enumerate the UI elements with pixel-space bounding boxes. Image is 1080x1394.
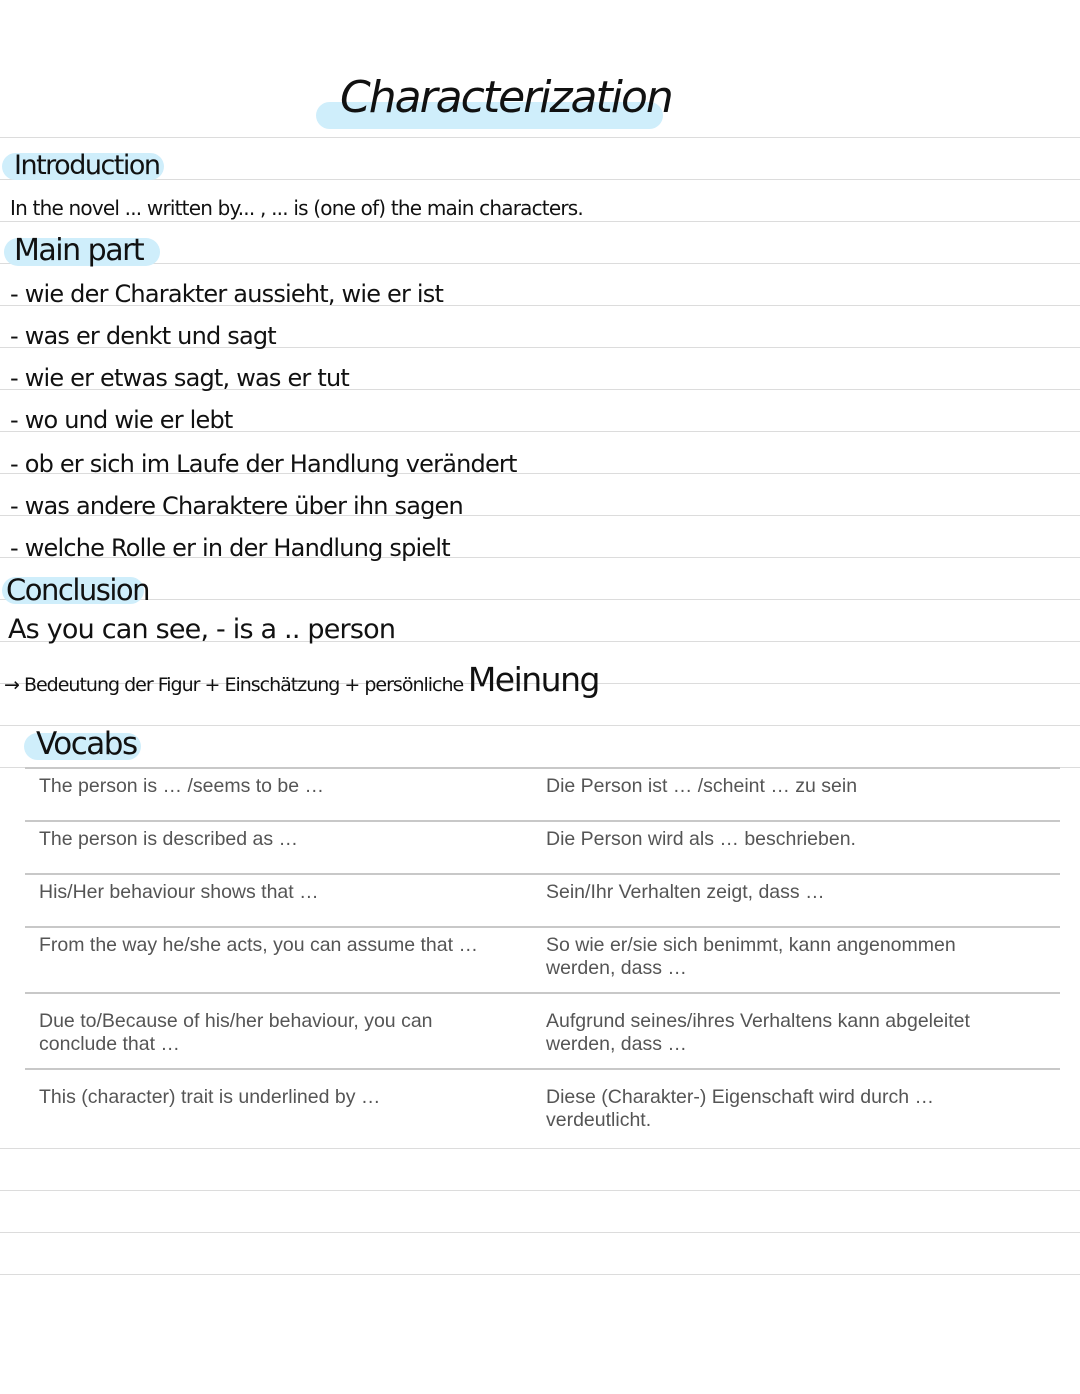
introduction-text: In the novel ... written by... , ... is (one of) the main characters. — [10, 196, 583, 220]
vocab-english: This (character) trait is underlined by … — [39, 1086, 381, 1108]
main-part-item: - welche Rolle er in der Handlung spielt — [10, 534, 450, 562]
vocab-german: Diese (Charakter-) Eigenschaft wird durch … verdeutlicht. — [546, 1086, 934, 1131]
vocab-row — [25, 873, 1060, 917]
conclusion-note — [4, 660, 599, 699]
vocab-row — [25, 820, 1060, 864]
main-part-item: - ob er sich im Laufe der Handlung verändert — [10, 450, 517, 478]
vocab-row — [25, 992, 1060, 1066]
vocab-german: Aufgrund seines/ihres Verhaltens kann abgeleitet werden, dass … — [546, 1010, 970, 1055]
vocab-english: The person is described as … — [39, 828, 299, 850]
conclusion-note-prefix: → Bedeutung der Figur + Einschätzung + persönliche — [4, 674, 464, 696]
vocab-german: Die Person wird als … beschrieben. — [546, 828, 856, 850]
main-part-heading: Main part — [14, 233, 144, 268]
main-part-item: - wie der Charakter aussieht, wie er ist — [10, 280, 444, 308]
vocab-german: So wie er/sie sich benimmt, kann angenommen werden, dass … — [546, 934, 956, 979]
vocab-german: Sein/Ihr Verhalten zeigt, dass … — [546, 881, 825, 903]
main-part-item: - was er denkt und sagt — [10, 322, 276, 350]
conclusion-text: As you can see, - is a .. person — [8, 614, 396, 645]
introduction-heading: Introduction — [14, 150, 160, 181]
vocab-english: His/Her behaviour shows that … — [39, 881, 319, 903]
vocabs-heading: Vocabs — [36, 726, 137, 762]
vocab-english: Due to/Because of his/her behaviour, you can conclude that … — [39, 1010, 433, 1055]
conclusion-note-emphasis: Meinung — [467, 660, 599, 699]
main-part-item: - wie er etwas sagt, was er tut — [10, 364, 349, 392]
vocab-english: From the way he/she acts, you can assume that … — [39, 934, 478, 956]
conclusion-heading: Conclusion — [6, 573, 150, 607]
vocab-german: Die Person ist … /scheint … zu sein — [546, 775, 858, 797]
page-title: Characterization — [340, 72, 672, 123]
vocab-row — [25, 926, 1060, 990]
vocab-row — [25, 767, 1060, 811]
main-part-item: - was andere Charaktere über ihn sagen — [10, 492, 463, 520]
main-part-item: - wo und wie er lebt — [10, 406, 233, 434]
vocab-english: The person is … /seems to be … — [39, 775, 325, 797]
vocab-row — [25, 1068, 1060, 1140]
